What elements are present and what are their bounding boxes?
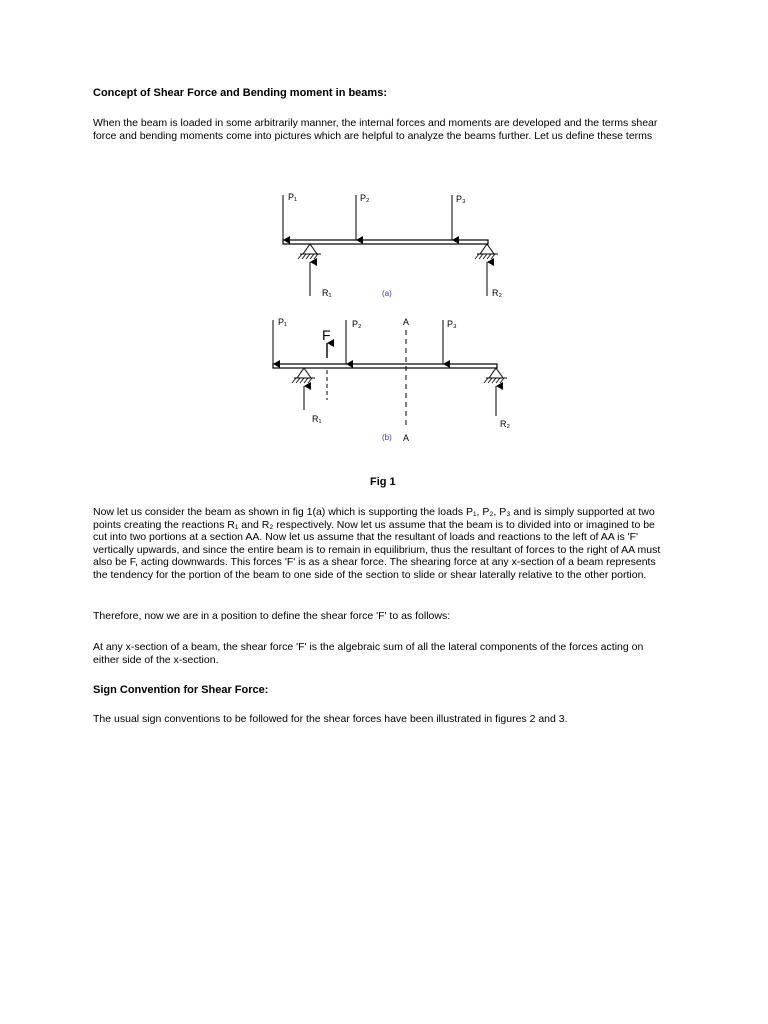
intro-paragraph: When the beam is loaded in some arbitrarily manner, the internal forces and moments are developed and the terms shear force and bending moments come into pictures which are helpful to analyze the beams further. Let us define these terms (93, 117, 658, 142)
shear-force-definition: At any x-section of a beam, the shear force 'F' is the algebraic sum of all the lateral components of the forces acting on either side of the x-section. (93, 641, 644, 666)
label-f: F (322, 327, 331, 343)
label-p3-a: P₃ (456, 194, 466, 204)
beam-a (283, 240, 488, 244)
sign-convention-paragraph: The usual sign conventions to be followed for the shear forces have been illustrated in figures 2 and 3. (93, 713, 568, 725)
label-r1-b: R₁ (312, 414, 322, 424)
support-left-a (298, 244, 321, 259)
label-r1-a: R₁ (322, 288, 332, 298)
label-p2-a: P₂ (360, 193, 370, 203)
support-right-b (484, 368, 507, 383)
support-left-b (292, 368, 315, 383)
support-right-a (475, 244, 498, 259)
figure-tag-a: (a) (382, 289, 392, 298)
figure-caption: Fig 1 (370, 476, 396, 488)
label-r2-a: R₂ (492, 288, 502, 298)
figure-a (283, 192, 502, 298)
section-label-top: A (403, 317, 410, 327)
figure-b (273, 317, 510, 443)
sign-convention-heading: Sign Convention for Shear Force: (93, 684, 269, 696)
label-p2-b: P₂ (352, 319, 362, 329)
label-p1-a: P₁ (288, 192, 298, 202)
label-r2-b: R₂ (500, 419, 510, 429)
definition-intro-paragraph: Therefore, now we are in a position to define the shear force 'F' to as follows: (93, 610, 451, 622)
section-label-bottom: A (403, 433, 410, 443)
page-title: Concept of Shear Force and Bending moment in beams: (93, 87, 387, 99)
label-p3-b: P₃ (447, 319, 457, 329)
label-p1-b: P₁ (278, 317, 288, 327)
beam-b (273, 364, 497, 368)
shear-force-paragraph: Now let us consider the beam as shown in fig 1(a) which is supporting the loads P₁, P₂, P₃ and is simply supported at two points creating the reactions R₁ and R₂ respectively. Now let us assume that the beam is to divided into or imagined to be cut into two portions at a section AA. Now let us assume that the resultant of loads and reactions to the left of AA is 'F' vertically upwards, and since the entire beam is to remain in equilibrium, thus the resultant of forces to the right of AA must also be F, acting downwards. This forces 'F' is as a shear force. The shearing force at any x-section of a beam represents the tendency for the portion of the beam to one side of the section to slide or shear laterally relative to the other portion. (93, 506, 661, 581)
figure-tag-b: (b) (382, 433, 392, 442)
